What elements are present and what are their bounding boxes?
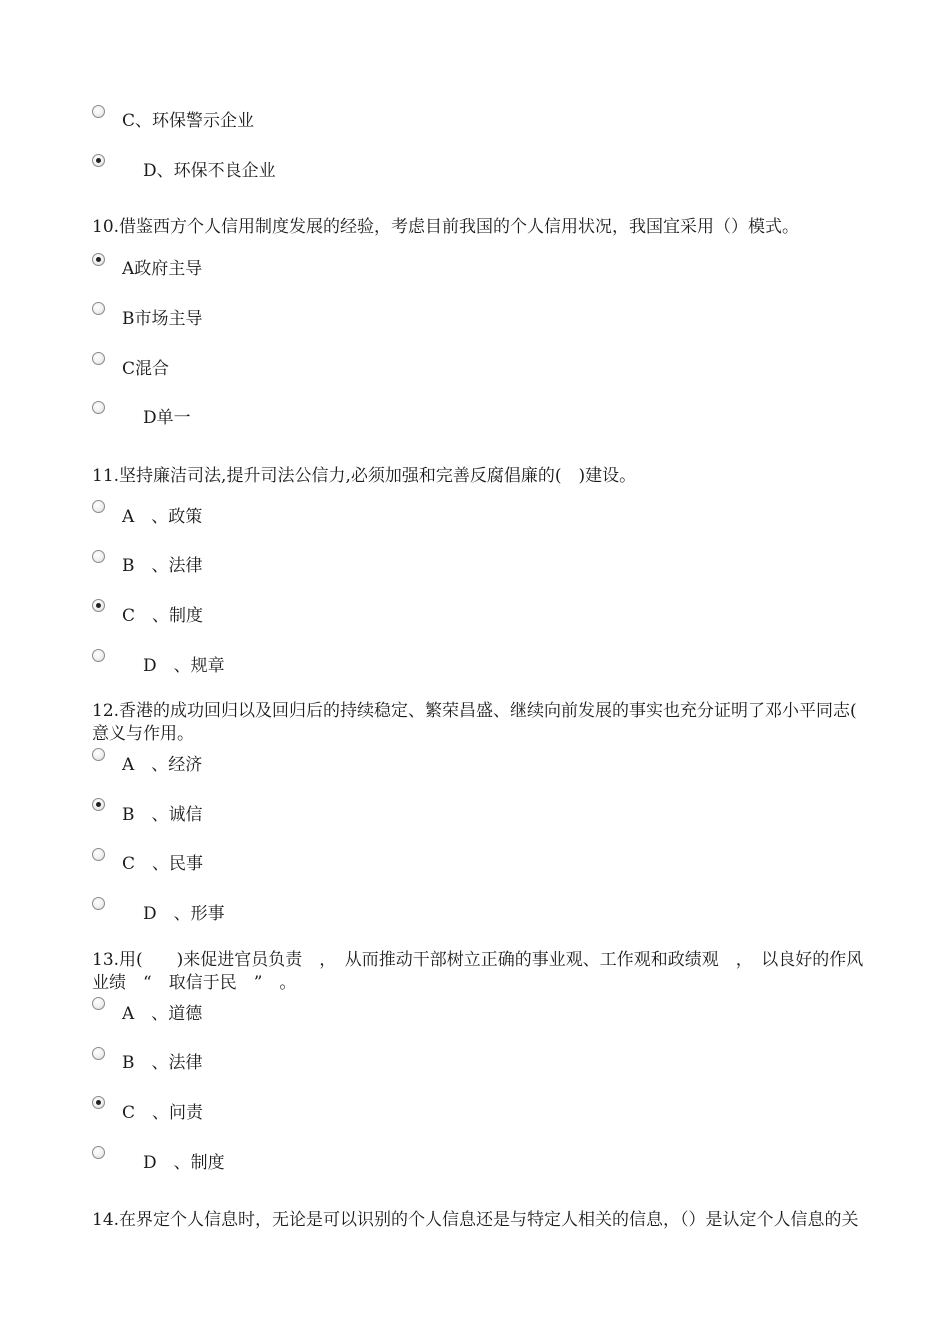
q11-option-b-radio[interactable]: [92, 550, 105, 563]
question-11-text: 11.坚持廉洁司法,提升司法公信力,必须加强和完善反腐倡廉的( )建设。: [92, 466, 637, 486]
q13-option-c-label: C 、问责: [122, 1103, 204, 1123]
q11-option-c-label: C 、制度: [122, 606, 204, 626]
q12-option-c-label: C 、民事: [122, 854, 204, 874]
q13-option-a-label: A 、道德: [122, 1004, 203, 1024]
q10-option-c-label: C混合: [122, 359, 170, 379]
q12-option-c-radio[interactable]: [92, 848, 105, 861]
question-13-text-line2: 业绩 “ 取信于民 ” 。: [92, 973, 297, 993]
q10-option-d-label: D单一: [143, 408, 191, 428]
q10-option-c-radio[interactable]: [92, 352, 105, 365]
question-14-text: 14.在界定个人信息时，无论是可以识别的个人信息还是与特定人相关的信息，（）是认定个人信息的关: [92, 1210, 859, 1230]
q11-option-a-radio[interactable]: [92, 500, 105, 513]
q12-option-b-radio[interactable]: [92, 798, 105, 811]
q13-option-b-radio[interactable]: [92, 1047, 105, 1060]
q11-option-d-label: D 、规章: [143, 656, 225, 676]
q12-option-a-radio[interactable]: [92, 748, 105, 761]
q10-option-a-radio[interactable]: [92, 253, 105, 266]
q10-option-d-radio[interactable]: [92, 401, 105, 414]
q13-option-c-radio[interactable]: [92, 1096, 105, 1109]
question-12-text-line1: 12.香港的成功回归以及回归后的持续稳定、繁荣昌盛、继续向前发展的事实也充分证明了邓小平同志(: [92, 701, 857, 721]
q9-option-c-label: C、环保警示企业: [122, 111, 255, 131]
q11-option-a-label: A 、政策: [122, 507, 203, 527]
q13-option-d-label: D 、制度: [143, 1153, 225, 1173]
q11-option-c-radio[interactable]: [92, 599, 105, 612]
q9-option-d-radio[interactable]: [92, 154, 105, 167]
question-10-text: 10.借鉴西方个人信用制度发展的经验，考虑目前我国的个人信用状况，我国宜采用（）模式。: [92, 217, 800, 237]
q10-option-a-label: A政府主导: [122, 259, 203, 279]
q12-option-b-label: B 、诚信: [122, 805, 203, 825]
q12-option-a-label: A 、经济: [122, 755, 203, 775]
q12-option-d-label: D 、形事: [143, 904, 225, 924]
q13-option-a-radio[interactable]: [92, 997, 105, 1010]
q10-option-b-radio[interactable]: [92, 302, 105, 315]
q13-option-d-radio[interactable]: [92, 1146, 105, 1159]
q9-option-c-radio[interactable]: [92, 105, 105, 118]
q9-option-d-label: D、环保不良企业: [143, 161, 276, 181]
q10-option-b-label: B市场主导: [122, 309, 203, 329]
question-12-text-line2: 意义与作用。: [92, 724, 194, 744]
question-13-text-line1: 13.用( )来促进官员负责 ， 从而推动干部树立正确的事业观、工作观和政绩观 ， 以良好的作风: [92, 950, 864, 970]
q11-option-b-label: B 、法律: [122, 556, 203, 576]
q13-option-b-label: B 、法律: [122, 1053, 203, 1073]
q11-option-d-radio[interactable]: [92, 649, 105, 662]
q12-option-d-radio[interactable]: [92, 897, 105, 910]
